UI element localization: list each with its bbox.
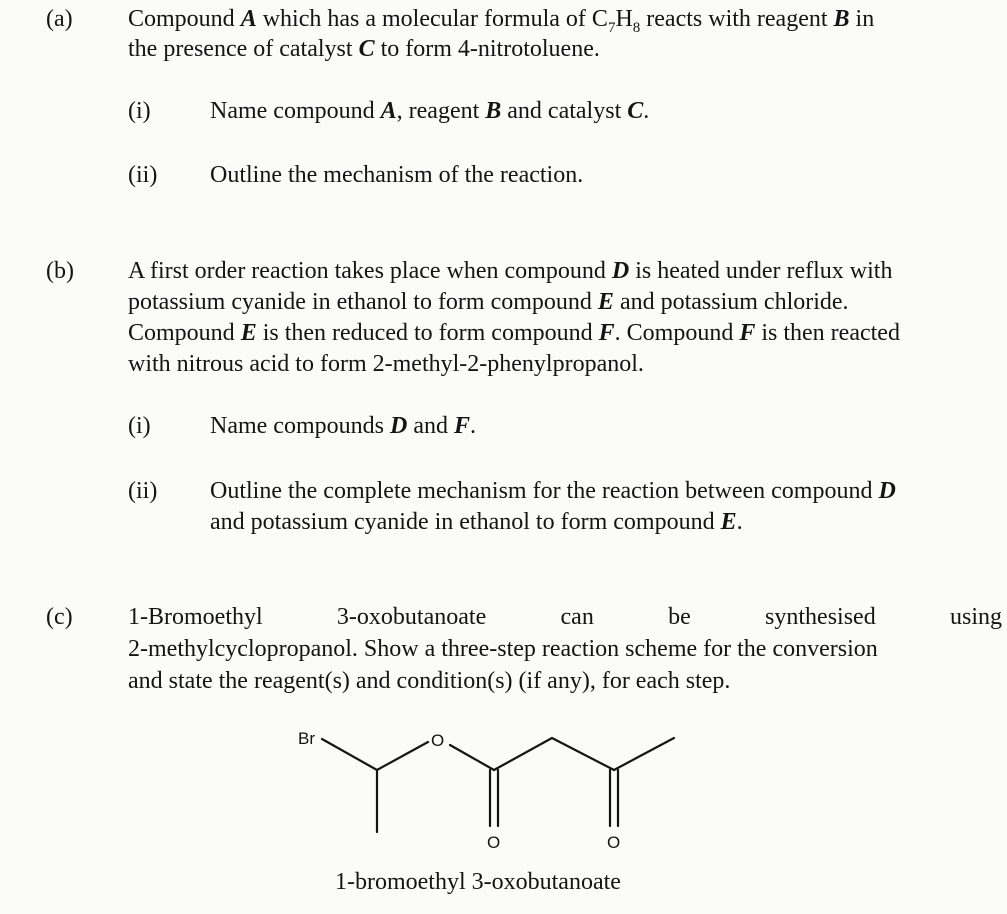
part-b-line-3: Compound E is then reduced to form compound F. Compound F is then reacted [128,320,900,346]
part-b-line-2: potassium cyanide in ethanol to form compound E and potassium chloride. [128,289,849,315]
part-a-sub-ii-text: Outline the mechanism of the reaction. [210,162,584,188]
part-b-sub-i-text: Name compounds D and F. [210,413,476,439]
part-c-line-3: and state the reagent(s) and condition(s) (if any), for each step. [128,668,731,694]
part-a-sub-i-text: Name compound A, reagent B and catalyst C. [210,98,650,124]
part-c-label: (c) [46,604,73,630]
part-b-sub-i-label: (i) [128,413,151,439]
bond-ch-o [377,742,428,770]
part-a-label: (a) [46,6,73,32]
bond-br-ch [322,739,377,770]
part-b-sub-ii-label: (ii) [128,478,158,504]
part-b-line-4: with nitrous acid to form 2-methyl-2-phenylpropanol. [128,351,644,377]
part-a-line-1: Compound A which has a molecular formula of $C_7H_8$ reacts with reagent B in [128,6,875,36]
part-a-sub-i-label: (i) [128,98,151,124]
atom-o-ester-label: O [431,731,445,750]
bond-ch2-ketone-carbon [552,738,614,770]
part-b-sub-ii-line-1: Outline the complete mechanism for the reaction between compound D [210,478,896,504]
structure-caption: 1-bromoethyl 3-oxobutanoate [335,869,621,895]
bond-o-carbonyl-carbon [450,745,494,770]
bond-carbonyl-ch2 [494,738,552,770]
bond-ketone-methyl [614,738,674,770]
atom-o-carbonyl-2-label: O [607,833,621,852]
part-a-line-2: the presence of catalyst C to form 4-nitrotoluene. [128,36,600,62]
atom-br-label: Br [298,729,315,748]
atom-o-carbonyl-1-label: O [487,833,501,852]
skeletal-structure-1-bromoethyl-3-oxobutanoate [280,720,700,860]
part-c-line-2: 2-methylcyclopropanol. Show a three-step reaction scheme for the conversion [128,636,878,662]
part-a-sub-ii-label: (ii) [128,162,158,188]
part-c-line-1: 1-Bromoethyl 3-oxobutanoate can be synthesised using [128,604,1002,630]
part-b-sub-ii-line-2: and potassium cyanide in ethanol to form compound E. [210,509,743,535]
part-b-label: (b) [46,258,74,284]
part-b-line-1: A first order reaction takes place when compound D is heated under reflux with [128,258,893,284]
